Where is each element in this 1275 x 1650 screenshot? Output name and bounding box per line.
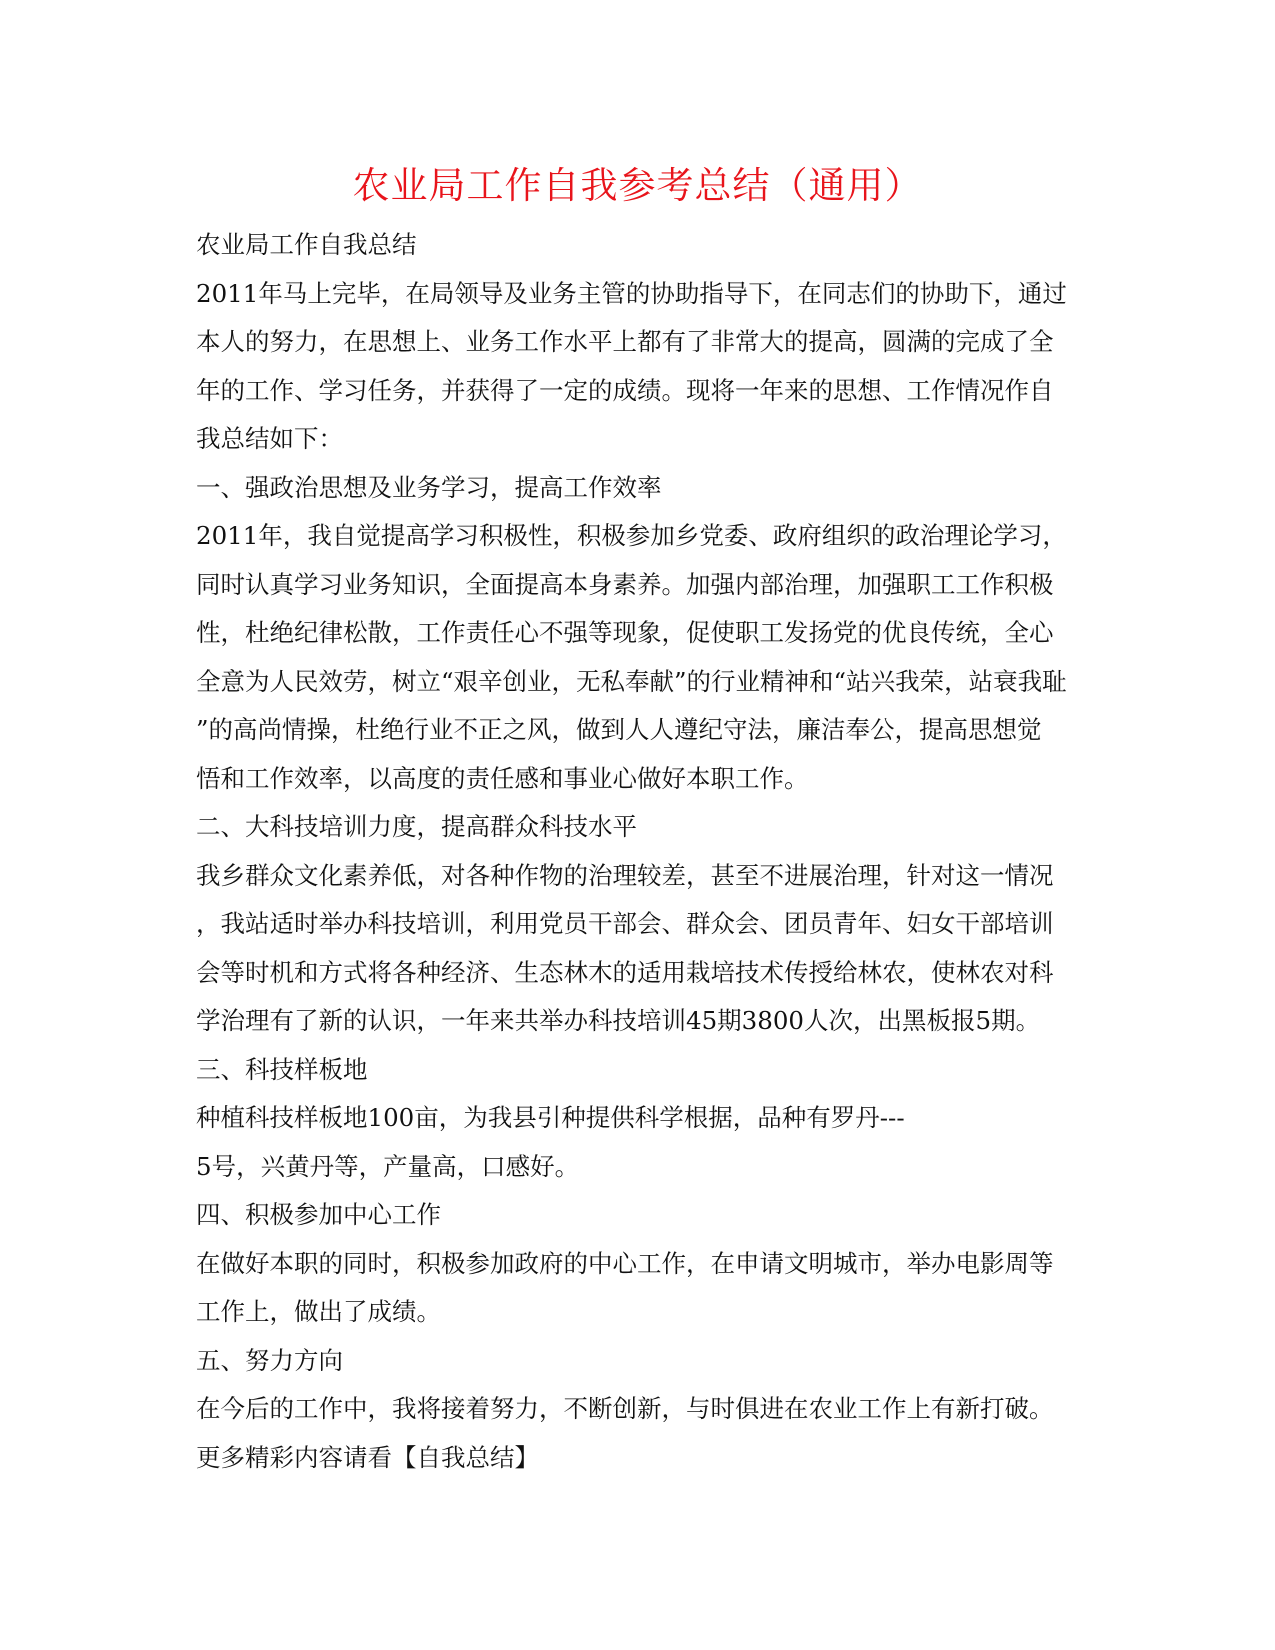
body-line: 我总结如下：	[196, 424, 343, 453]
body-line: 性，杜绝纪律松散，工作责任心不强等现象，促使职工发扬党的优良传统，全心	[196, 618, 1054, 647]
more-content-link: 更多精彩内容请看【自我总结】	[196, 1442, 539, 1472]
section-heading: 一、强政治思想及业务学习，提高工作效率	[196, 472, 662, 502]
section-heading: 五、努力方向	[196, 1345, 343, 1375]
body-line: 悟和工作效率，以高度的责任感和事业心做好本职工作。	[196, 763, 809, 793]
body-line: 2011年马上完毕，在局领导及业务主管的协助指导下，在同志们的协助下，通过	[196, 278, 1067, 308]
body-line: 会等时机和方式将各种经济、生态林木的适用栽培技术传授给林农，使林农对科	[196, 957, 1054, 987]
section-heading: 二、大科技培训力度，提高群众科技水平	[196, 812, 637, 841]
body-line: 工作上，做出了成绩。	[196, 1297, 441, 1326]
body-line: ”的高尚情操，杜绝行业不正之风，做到人人遵纪守法，廉洁奉公，提高思想觉	[196, 715, 1042, 744]
body-line: 年的工作、学习任务，并获得了一定的成绩。现将一年来的思想、工作情况作自	[196, 375, 1054, 405]
body-line: 农业局工作自我总结	[196, 230, 417, 259]
body-line: 5号，兴黄丹等，产量高，口感好。	[196, 1151, 580, 1181]
body-line: 我乡群众文化素养低，对各种作物的治理较差，甚至不进展治理，针对这一情况	[196, 860, 1054, 890]
document-body	[196, 221, 1076, 1482]
body-line: 在做好本职的同时，积极参加政府的中心工作，在申请文明城市，举办电影周等	[196, 1248, 1054, 1278]
body-line: 在今后的工作中，我将接着努力，不断创新，与时俱进在农业工作上有新打破。	[196, 1394, 1054, 1423]
body-line: ，我站适时举办科技培训，利用党员干部会、群众会、团员青年、妇女干部培训	[196, 909, 1054, 938]
section-heading: 三、科技样板地	[196, 1054, 368, 1084]
section-heading: 四、积极参加中心工作	[196, 1200, 441, 1229]
body-line: 种植科技样板地100亩，为我县引种提供科学根据，品种有罗丹---	[196, 1103, 905, 1132]
body-line: 2011年，我自觉提高学习积极性，积极参加乡党委、政府组织的政治理论学习，	[196, 521, 1067, 550]
body-line: 学治理有了新的认识，一年来共举办科技培训45期3800人次，出黑板报5期。	[196, 1006, 1041, 1035]
body-line: 全意为人民效劳，树立“艰辛创业，无私奉献”的行业精神和“站兴我荣，站衰我耻	[196, 666, 1067, 696]
body-line: 同时认真学习业务知识，全面提高本身素养。加强内部治理，加强职工工作积极	[196, 569, 1054, 599]
body-line: 本人的努力，在思想上、业务工作水平上都有了非常大的提高，圆满的完成了全	[196, 327, 1054, 356]
document-title: 农业局工作自我参考总结（通用）	[352, 164, 923, 207]
